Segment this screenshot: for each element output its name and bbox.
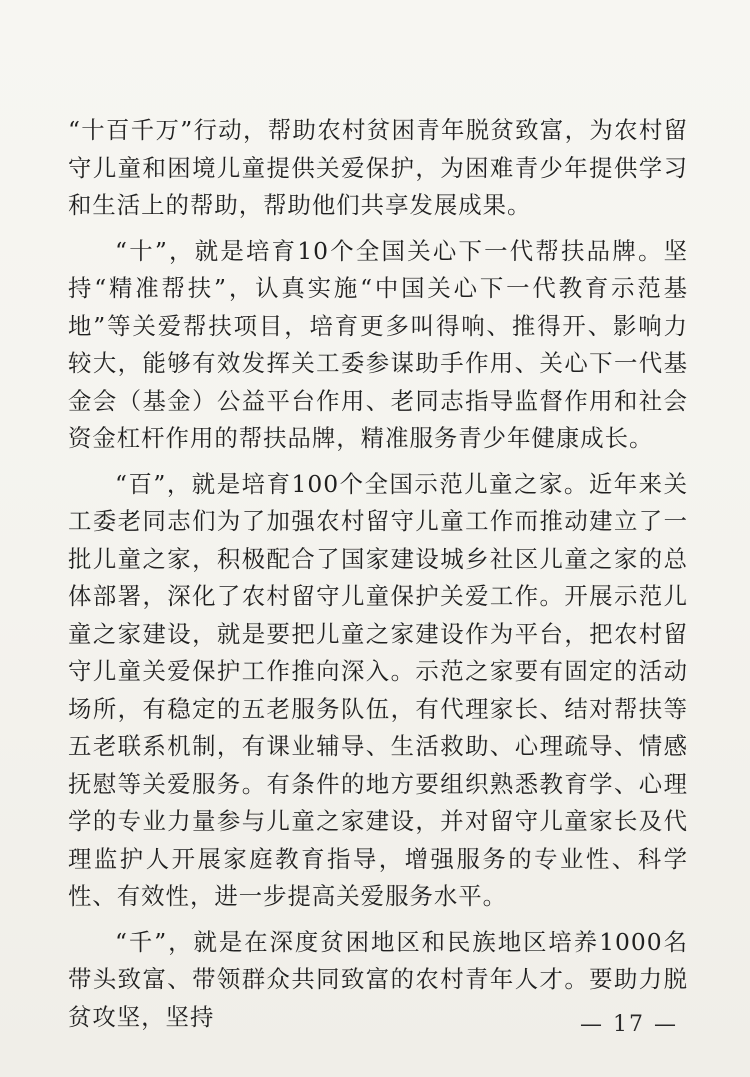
- body-text: [68, 112, 688, 1036]
- paragraph-ten: “十”，就是培育10个全国关心下一代帮扶品牌。坚持“精准帮扶”，认真实施“中国关心下一代教育示范基地”等关爱帮扶项目，培育更多叫得响、推得开、影响力较大，能够有效发挥关工委参谋助手作用、关心下一代基金会（基金）公益平台作用、老同志指导监督作用和社会资金杠杆作用的帮扶品牌，精准服务青少年健康成长。: [68, 236, 688, 452]
- paragraph-continuation: “十百千万”行动，帮助农村贫困青年脱贫致富，为农村留守儿童和困境儿童提供关爱保护，为困难青少年提供学习和生活上的帮助，帮助他们共享发展成果。: [68, 116, 688, 219]
- paragraph-hundred: “百”，就是培育100个全国示范儿童之家。近年来关工委老同志们为了加强农村留守儿童工作而推动建立了一批儿童之家，积极配合了国家建设城乡社区儿童之家的总体部署，深化了农村留守儿童保护关爱工作。开展示范儿童之家建设，就是要把儿童之家建设作为平台，把农村留守儿童关爱保护工作推向深入。示范之家要有固定的活动场所，有稳定的五老服务队伍，有代理家长、结对帮扶等五老联系机制，有课业辅导、生活救助、心理疏导、情感抚慰等关爱服务。有条件的地方要组织熟悉教育学、心理学的专业力量参与儿童之家建设，并对留守儿童家长及代理监护人开展家庭教育指导，增强服务的专业性、科学性、有效性，进一步提高关爱服务水平。: [68, 469, 688, 910]
- page-number: — 17 —: [580, 1012, 678, 1037]
- paragraph-thousand: “千”，就是在深度贫困地区和民族地区培养1000名带头致富、带领群众共同致富的农村青年人才。要助力脱贫攻坚，坚持: [68, 927, 688, 1031]
